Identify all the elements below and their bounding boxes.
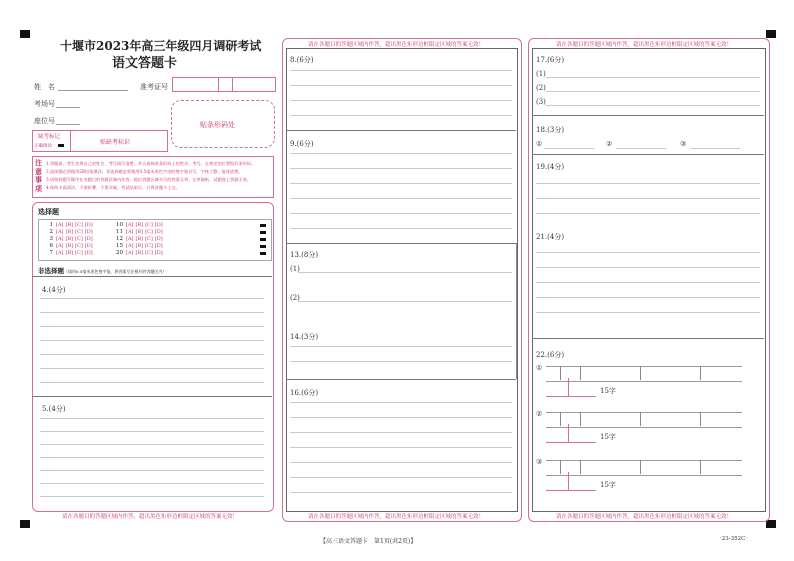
answer-line[interactable] xyxy=(40,298,264,299)
ticket-label: 准考证号 xyxy=(140,83,168,91)
answer-line[interactable] xyxy=(40,496,264,497)
writing-grid[interactable] xyxy=(546,460,742,476)
choice-bubble[interactable]: [B] xyxy=(135,229,144,235)
corner-mark xyxy=(766,520,776,528)
choice-row xyxy=(44,222,95,229)
choice-bubble[interactable]: [B] xyxy=(65,222,74,228)
answer-line[interactable] xyxy=(290,228,512,229)
card-title: 十堰市2023年高三年级四月调研考试 xyxy=(60,39,262,53)
q21-label: 21.(4分) xyxy=(536,233,565,241)
answer-line[interactable] xyxy=(536,267,760,268)
absent-label: 缺考标记 xyxy=(38,134,61,140)
choice-bubble[interactable]: [A] xyxy=(126,243,134,249)
answer-line[interactable] xyxy=(40,444,264,445)
choice-bubble[interactable]: [A] xyxy=(56,243,64,249)
seat-label: 座位号 xyxy=(34,117,55,125)
name-label: 姓 名 xyxy=(34,83,55,91)
answer-line[interactable] xyxy=(290,417,512,418)
choice-bubble[interactable]: [B] xyxy=(135,236,144,242)
q5-label: 5.(4分) xyxy=(42,405,66,413)
choice-bubble[interactable]: [B] xyxy=(135,222,144,228)
choice-row xyxy=(114,229,165,236)
word-count-label: 15字 xyxy=(600,387,616,395)
choice-marks xyxy=(260,224,266,255)
answer-line[interactable] xyxy=(290,402,512,403)
answer-line[interactable] xyxy=(536,183,760,184)
q13-label: 13.(8分) xyxy=(290,251,319,259)
choice-row xyxy=(44,250,95,257)
notice-items: 1.答题前，考生先将自己的姓名、考号填写清楚，并认真核准条形码上的姓名、考号，在规定的位置贴好条形码。 2.选择题必须使用2B铅笔填涂；非选择题必须使用0.5毫米黑色字迹的签字笔书写，字体工整、笔迹清楚。 3.请按照题号顺序在各题目的答题区域内作答，超出答题区域书写的答案无效；在草稿纸、试题卷上答题无效。 4.保持卡面清洁，不要折叠、不要弄破，考试结束后，只将答题卡上交。 xyxy=(46,161,256,190)
choice-bubble[interactable]: [A] xyxy=(56,236,64,242)
word-count-label: 15字 xyxy=(600,433,616,441)
nonchoice-title: 非选择题（请用0.5毫米黑色签字笔，将答案写在相应的答题区内） xyxy=(38,267,167,275)
choice-bubble[interactable]: [D] xyxy=(84,229,93,235)
answer-line[interactable] xyxy=(546,91,760,92)
corner-mark xyxy=(20,520,30,528)
answer-line[interactable] xyxy=(290,198,512,199)
answer-line[interactable] xyxy=(290,153,512,154)
q13-part2: (2) xyxy=(290,294,300,302)
choice-bubble[interactable]: [A] xyxy=(56,222,64,228)
warn-right-top: 请在各题目的答题区域内作答，超出黑色矩形边框限定区域的答案无效！ xyxy=(556,42,733,48)
q17-part3: (3) xyxy=(536,98,546,106)
choice-number: 3 xyxy=(49,236,53,242)
choice-right-group xyxy=(114,222,165,257)
choice-bubble[interactable]: [B] xyxy=(65,236,74,242)
answer-line[interactable] xyxy=(40,431,264,432)
choice-bubble[interactable]: [B] xyxy=(65,229,74,235)
notice-title: 注 意 事 项 xyxy=(35,158,42,193)
choice-row xyxy=(44,236,95,243)
choice-bubble[interactable]: [A] xyxy=(56,229,64,235)
choice-bubble[interactable]: [A] xyxy=(56,250,64,256)
answer-line[interactable] xyxy=(40,483,264,484)
answer-line[interactable] xyxy=(290,477,512,478)
q13-part1: (1) xyxy=(290,265,300,273)
choice-bubble[interactable]: [B] xyxy=(135,250,144,256)
answer-line[interactable] xyxy=(290,361,512,362)
q8-label: 8.(6分) xyxy=(290,56,314,64)
answer-line[interactable] xyxy=(40,418,264,419)
answer-line[interactable] xyxy=(546,77,760,78)
answer-line[interactable] xyxy=(546,105,760,106)
absent-sample: 正确填涂 xyxy=(34,144,52,149)
room-label: 考场号 xyxy=(34,100,55,108)
answer-line[interactable] xyxy=(40,354,264,355)
choice-row xyxy=(44,229,95,236)
choice-bubble[interactable]: [A] xyxy=(126,229,134,235)
choice-bubble[interactable]: [C] xyxy=(145,229,153,235)
choice-bubble[interactable]: [D] xyxy=(84,236,93,242)
choice-bubble[interactable]: [B] xyxy=(135,243,144,249)
choice-number: 6 xyxy=(49,243,53,249)
writing-grid[interactable] xyxy=(546,366,742,382)
answer-line[interactable] xyxy=(290,432,512,433)
choice-bubble[interactable]: [D] xyxy=(84,243,93,249)
q22-part-label: ② xyxy=(536,410,543,418)
q18-part1: ① xyxy=(536,140,543,148)
q22-part-label: ③ xyxy=(536,458,543,466)
answer-line[interactable] xyxy=(290,85,512,86)
q22-label: 22.(6分) xyxy=(536,351,565,359)
answer-line[interactable] xyxy=(290,115,512,116)
answer-line[interactable] xyxy=(290,462,512,463)
choice-bubble[interactable]: [C] xyxy=(145,222,153,228)
q18-part3: ③ xyxy=(680,140,687,148)
choice-number: 11 xyxy=(116,229,123,235)
answer-line[interactable] xyxy=(298,272,512,273)
q14-label: 14.(3分) xyxy=(290,333,319,341)
choice-bubble[interactable]: [D] xyxy=(84,250,93,256)
corner-mark xyxy=(766,30,776,38)
q18-label: 18.(3分) xyxy=(536,126,565,134)
q9-label: 9.(6分) xyxy=(290,140,314,148)
answer-line[interactable] xyxy=(40,326,264,327)
q22-part-label: ① xyxy=(536,364,543,372)
answer-line[interactable] xyxy=(536,312,760,313)
choice-row xyxy=(44,243,95,250)
choice-bubble[interactable]: [C] xyxy=(75,243,83,249)
answer-line[interactable] xyxy=(290,213,512,214)
footer-page: 【高三语文答题卡 第1页(共2页)】 xyxy=(320,538,417,545)
choice-number: 2 xyxy=(49,229,53,235)
answer-line[interactable] xyxy=(536,252,760,253)
choice-number: 7 xyxy=(49,250,53,256)
answer-line[interactable] xyxy=(536,198,760,199)
word-count-label: 15字 xyxy=(600,481,616,489)
answer-line[interactable] xyxy=(40,368,264,369)
q17-part1: (1) xyxy=(536,70,546,78)
answer-line[interactable] xyxy=(290,100,512,101)
warn-middle-bottom: 请在各题目的答题区域内作答，超出黑色矩形边框限定区域的答案无效！ xyxy=(308,514,485,520)
choice-number: 15 xyxy=(116,243,123,249)
choice-bubble[interactable]: [D] xyxy=(154,250,163,256)
answer-line[interactable] xyxy=(298,301,512,302)
corner-mark xyxy=(20,30,30,38)
choice-number: 1 xyxy=(49,222,53,228)
answer-line[interactable] xyxy=(290,346,512,347)
answer-line[interactable] xyxy=(290,492,512,493)
footer-code: ·23-352C· xyxy=(720,536,748,542)
q19-label: 19.(4分) xyxy=(536,163,565,171)
choice-bubble[interactable]: [D] xyxy=(154,229,163,235)
choice-bubble[interactable]: [C] xyxy=(145,243,153,249)
ticket-number-field[interactable] xyxy=(172,77,276,92)
choice-bubble[interactable]: [D] xyxy=(154,222,163,228)
choice-left-group xyxy=(44,222,95,257)
writing-grid[interactable] xyxy=(546,412,742,428)
choice-row xyxy=(114,243,165,250)
q17-part2: (2) xyxy=(536,84,546,92)
filled-sample xyxy=(58,144,64,147)
answer-line[interactable] xyxy=(536,282,760,283)
answer-line[interactable] xyxy=(290,168,512,169)
answer-line[interactable] xyxy=(40,470,264,471)
answer-line[interactable] xyxy=(40,382,264,383)
choice-bubble[interactable]: [A] xyxy=(126,250,134,256)
answer-line[interactable] xyxy=(536,297,760,298)
choice-bubble[interactable]: [C] xyxy=(75,222,83,228)
choice-bubble[interactable]: [C] xyxy=(75,229,83,235)
answer-line[interactable] xyxy=(290,447,512,448)
choice-bubble[interactable]: [D] xyxy=(154,243,163,249)
choice-bubble[interactable]: [B] xyxy=(65,243,74,249)
choice-bubble[interactable]: [A] xyxy=(126,222,134,228)
choice-number: 10 xyxy=(116,222,123,228)
choice-number: 20 xyxy=(116,250,123,256)
q16-label: 16.(6分) xyxy=(290,389,319,397)
choice-bubble[interactable]: [B] xyxy=(65,250,74,256)
choice-bubble[interactable]: [D] xyxy=(154,236,163,242)
answer-line[interactable] xyxy=(290,183,512,184)
card-subtitle: 语文答题卡 xyxy=(112,56,178,71)
choice-bubble[interactable]: [C] xyxy=(75,250,83,256)
warn-right-bottom: 请在各题目的答题区域内作答，超出黑色矩形边框限定区域的答案无效！ xyxy=(556,514,733,520)
barcode-label: 贴条形码处 xyxy=(200,121,235,129)
warn-middle-top: 请在各题目的答题区域内作答，超出黑色矩形边框限定区域的答案无效！ xyxy=(308,42,485,48)
answer-line[interactable] xyxy=(40,312,264,313)
choice-bubble[interactable]: [C] xyxy=(145,250,153,256)
choice-bubble[interactable]: [A] xyxy=(126,236,134,242)
choice-bubble[interactable]: [C] xyxy=(75,236,83,242)
choice-number: 12 xyxy=(116,236,123,242)
q18-part2: ② xyxy=(606,140,613,148)
choice-row xyxy=(114,222,165,229)
choice-row xyxy=(114,236,165,243)
answer-line[interactable] xyxy=(536,213,760,214)
choice-bubble[interactable]: [D] xyxy=(84,222,93,228)
choice-title: 选择题 xyxy=(38,207,59,216)
answer-line[interactable] xyxy=(290,70,512,71)
choice-row xyxy=(114,250,165,257)
q4-label: 4.(4分) xyxy=(42,286,66,294)
answer-line[interactable] xyxy=(40,457,264,458)
choice-bubble[interactable]: [C] xyxy=(145,236,153,242)
q17-label: 17.(6分) xyxy=(536,56,565,64)
answer-line[interactable] xyxy=(40,340,264,341)
absent-sticker: 贴缺考标识 xyxy=(100,139,131,146)
warn-left: 请在各题目的答题区域内作答，超出黑色矩形边框限定区域的答案无效！ xyxy=(62,514,239,520)
